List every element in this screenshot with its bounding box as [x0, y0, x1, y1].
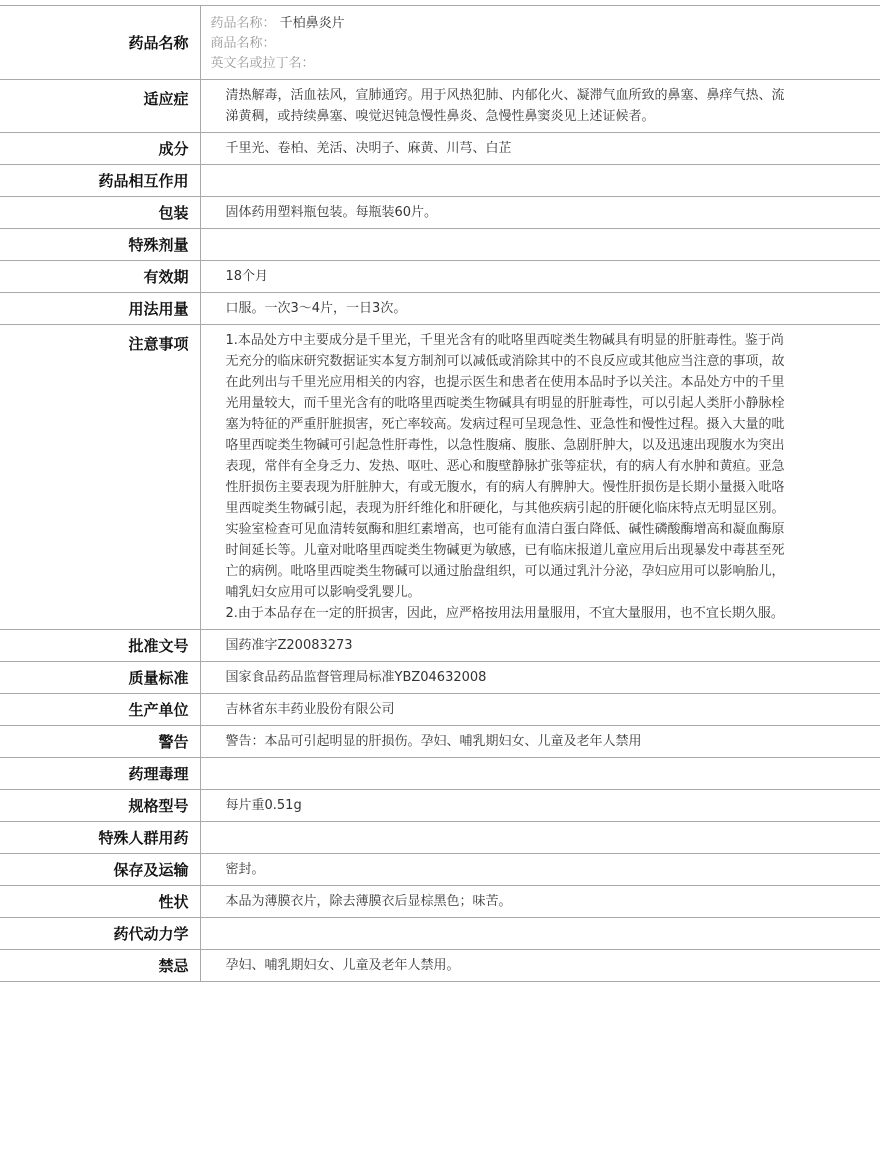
value-indication: 清热解毒，活血祛风，宣肺通窍。用于风热犯肺、内郁化火、凝滞气血所致的鼻塞、鼻痒气热、流涕黄稠，或持续鼻塞、嗅觉迟钝急慢性鼻炎、急慢性鼻窦炎见上述证候者。: [200, 80, 880, 133]
label-pharmacokinetics: 药代动力学: [0, 918, 200, 950]
label-standard: 质量标准: [0, 662, 200, 694]
row-names: [0, 6, 880, 80]
row-ingredients: [0, 133, 880, 165]
label-package: 包装: [0, 197, 200, 229]
value-package: 固体药用塑料瓶包装。每瓶装60片。: [200, 197, 880, 229]
label-indication: 适应症: [0, 80, 200, 133]
row-manufacturer: [0, 694, 880, 726]
row-toxicology: [0, 758, 880, 790]
precautions-paragraph-2: 2.由于本品存在一定的肝损害，因此，应严格按用法用量服用，不宜大量服用，也不宜长期久服。: [225, 606, 784, 621]
names-cell: [200, 6, 880, 80]
value-appearance: 本品为薄膜衣片，除去薄膜衣后显棕黑色；味苦。: [200, 886, 880, 918]
value-contraindications: 孕妇、哺乳期妇女、儿童及老年人禁用。: [200, 950, 880, 982]
label-spec: 规格型号: [0, 790, 200, 822]
label-usage: 用法用量: [0, 293, 200, 325]
label-ingredients: 成分: [0, 133, 200, 165]
generic-name-key: 药品名称：: [210, 16, 276, 31]
generic-name-value: 千柏鼻炎片: [279, 16, 345, 31]
value-approval: 国药准字Z20083273: [200, 630, 880, 662]
label-warning: 警告: [0, 726, 200, 758]
label-approval: 批准文号: [0, 630, 200, 662]
row-standard: [0, 662, 880, 694]
row-warning: [0, 726, 880, 758]
label-special-dose: 特殊剂量: [0, 229, 200, 261]
label-appearance: 性状: [0, 886, 200, 918]
label-drug-name: 药品名称: [0, 6, 200, 80]
row-contraindications: [0, 950, 880, 982]
generic-name-line: [211, 14, 789, 34]
english-name-line: [211, 54, 789, 74]
label-toxicology: 药理毒理: [0, 758, 200, 790]
row-precautions: [0, 325, 880, 630]
label-contraindications: 禁忌: [0, 950, 200, 982]
trade-name-key: 商品名称：: [210, 36, 276, 51]
label-interactions: 药品相互作用: [0, 165, 200, 197]
value-interactions: [200, 165, 880, 197]
value-toxicology: [200, 758, 880, 790]
value-special-groups: [200, 822, 880, 854]
row-interactions: [0, 165, 880, 197]
value-spec: 每片重0.51g: [200, 790, 880, 822]
label-manufacturer: 生产单位: [0, 694, 200, 726]
row-spec: [0, 790, 880, 822]
row-special-groups: [0, 822, 880, 854]
label-storage: 保存及运输: [0, 854, 200, 886]
drug-info-table: [0, 5, 880, 982]
row-appearance: [0, 886, 880, 918]
label-special-groups: 特殊人群用药: [0, 822, 200, 854]
english-name-key: 英文名或拉丁名：: [210, 56, 315, 71]
trade-name-line: [211, 34, 789, 54]
row-usage: [0, 293, 880, 325]
value-precautions: [200, 325, 880, 630]
label-precautions: 注意事项: [0, 325, 200, 630]
precautions-paragraph-1: 1.本品处方中主要成分是千里光，千里光含有的吡咯里西啶类生物碱具有明显的肝脏毒性。鉴于尚无充分的临床研究数据证实本复方制剂可以减低或消除其中的不良反应或其他应当注意的事项，故在此列出与千里光应用相关的内容，也提示医生和患者在使用本品时予以关注。本品处方中的千里光用量较大，而千里光含有的吡咯里西啶类生物碱具有明显的肝脏毒性，可以引起人类肝小静脉栓塞为特征的严重肝脏损害，死亡率较高。发病过程可呈现急性、亚急性和慢性过程。摄入大量的吡咯里西啶类生物碱可引起急性肝毒性，以急性腹痛、腹胀、急剧肝肿大，以及迅速出现腹水为突出表现，常伴有全身乏力、发热、呕吐、恶心和腹壁静脉扩张等症状，有的病人有水肿和黄疸。亚急性肝损伤主要表现为肝脏肿大，有或无腹水，有的病人有脾肿大。慢性肝损伤是长期小量摄入吡咯里西啶类生物碱引起，表现为肝纤维化和肝硬化，与其他疾病引起的肝硬化临床特点无明显区别。实验室检查可见血清转氨酶和胆红素增高，也可能有血清白蛋白降低、碱性磷酸酶增高和凝血酶原时间延长等。儿童对吡咯里西啶类生物碱更为敏感，已有临床报道儿童应用后出现暴发中毒甚至死亡的病例。吡咯里西啶类生物碱可以通过胎盘组织，可以通过乳汁分泌，孕妇应用可以影响胎儿，哺乳妇女应用可以影响受乳婴儿。: [225, 333, 785, 600]
value-usage: 口服。一次3～4片，一日3次。: [200, 293, 880, 325]
row-indication: [0, 80, 880, 133]
value-manufacturer: 吉林省东丰药业股份有限公司: [200, 694, 880, 726]
value-storage: 密封。: [200, 854, 880, 886]
row-special-dose: [0, 229, 880, 261]
value-warning: 警告：本品可引起明显的肝损伤。孕妇、哺乳期妇女、儿童及老年人禁用: [200, 726, 880, 758]
value-validity: 18个月: [200, 261, 880, 293]
row-approval: [0, 630, 880, 662]
value-pharmacokinetics: [200, 918, 880, 950]
label-validity: 有效期: [0, 261, 200, 293]
row-package: [0, 197, 880, 229]
row-pharmacokinetics: [0, 918, 880, 950]
value-standard: 国家食品药品监督管理局标准YBZ04632008: [200, 662, 880, 694]
value-special-dose: [200, 229, 880, 261]
value-ingredients: 千里光、卷柏、羌活、决明子、麻黄、川芎、白芷: [200, 133, 880, 165]
row-storage: [0, 854, 880, 886]
row-validity: [0, 261, 880, 293]
